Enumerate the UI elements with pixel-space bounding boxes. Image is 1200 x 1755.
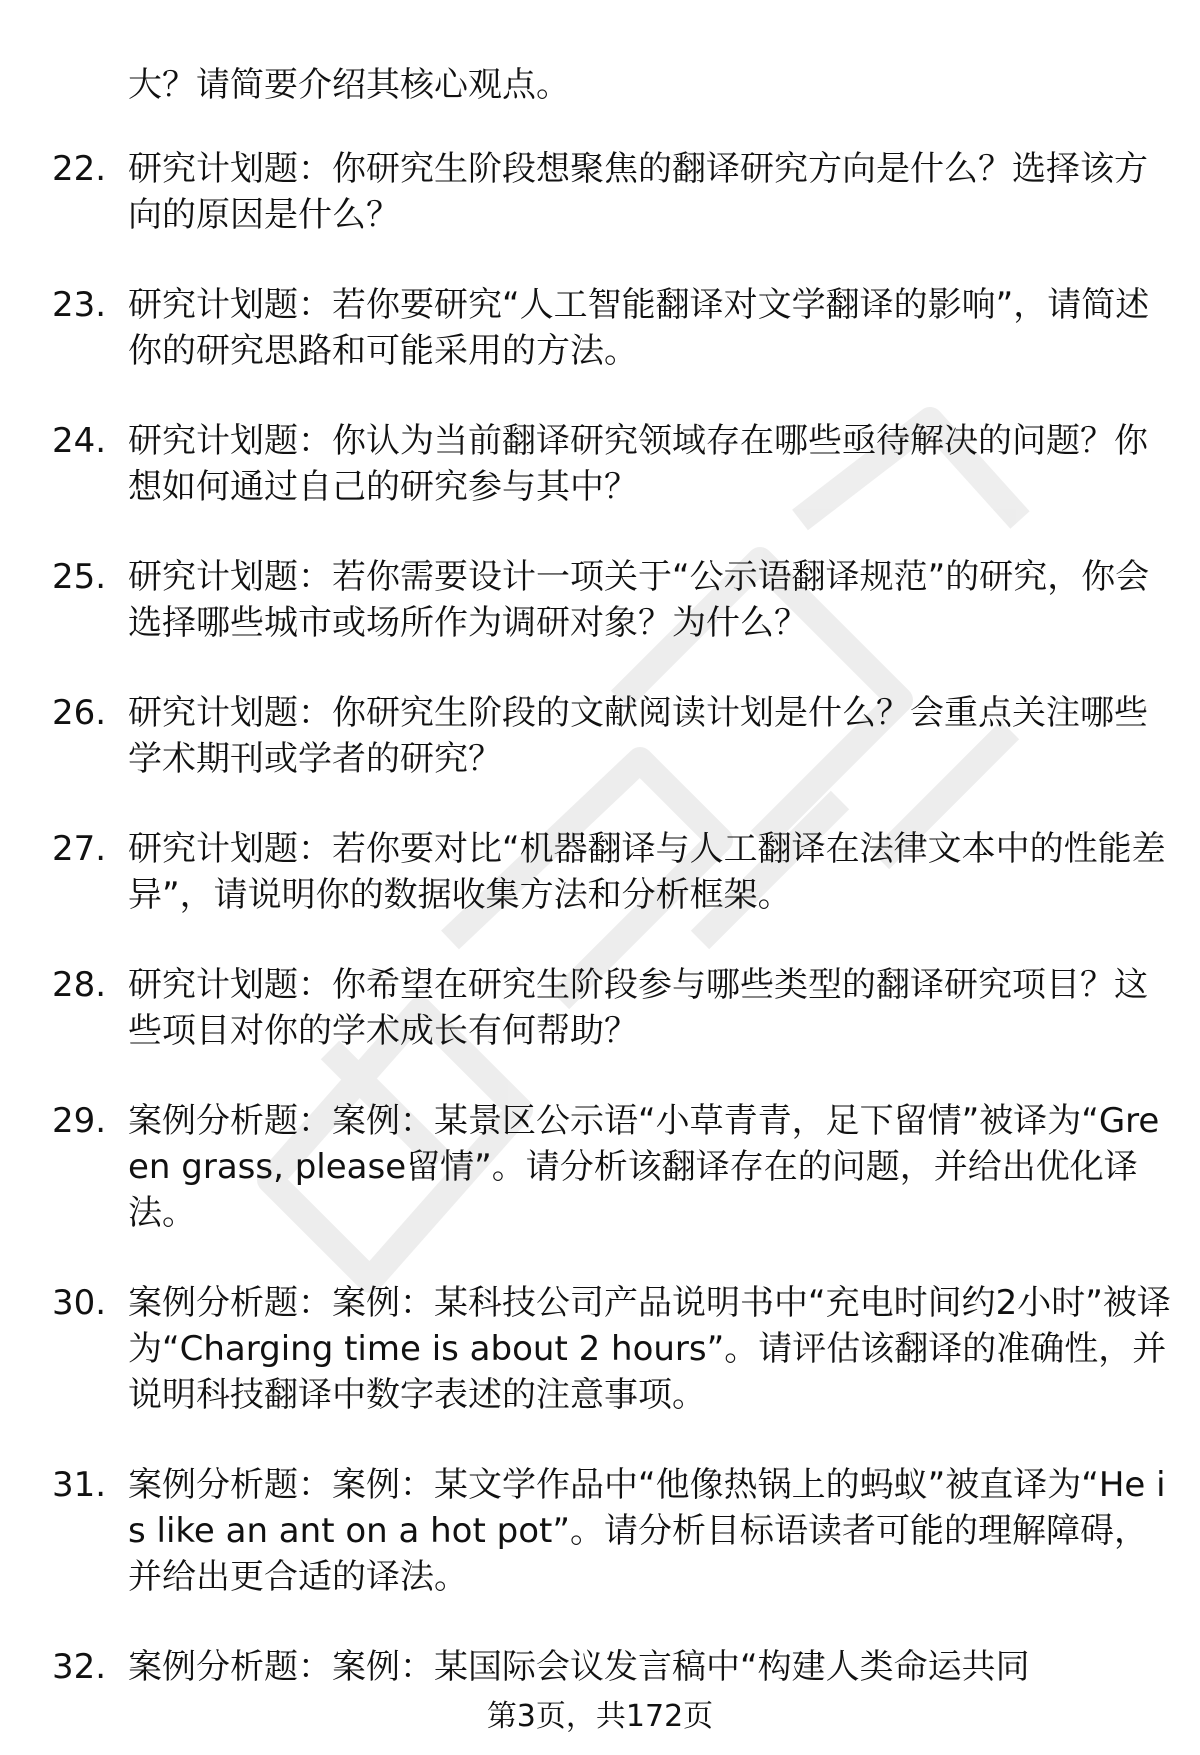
question-text: 案例分析题：案例：某国际会议发言稿中“构建人类命运共同 xyxy=(128,1647,1030,1687)
question-item xyxy=(52,690,1172,782)
continued-question-text: 大？请简要介绍其核心观点。 xyxy=(128,65,570,105)
question-number: 29. xyxy=(52,1101,107,1141)
question-number: 32. xyxy=(52,1647,107,1687)
question-text: 研究计划题：若你需要设计一项关于“公示语翻译规范”的研究，你会选择哪些城市或场所作为调研对象？为什么？ xyxy=(128,557,1150,643)
question-text: 研究计划题：你研究生阶段想聚焦的翻译研究方向是什么？选择该方向的原因是什么？ xyxy=(128,149,1148,235)
question-item xyxy=(52,554,1172,646)
question-item xyxy=(52,282,1172,374)
question-item xyxy=(52,1280,1172,1418)
question-item xyxy=(52,1462,1172,1600)
question-number: 27. xyxy=(52,829,107,869)
question-number: 23. xyxy=(52,285,107,325)
question-text: 研究计划题：你希望在研究生阶段参与哪些类型的翻译研究项目？这些项目对你的学术成长有何帮助？ xyxy=(128,965,1148,1051)
question-list xyxy=(52,146,1172,1734)
question-number: 31. xyxy=(52,1465,107,1505)
question-text: 案例分析题：案例：某科技公司产品说明书中“充电时间约2小时”被译为“Charging time is about 2 hours”。请评估该翻译的准确性，并说明科技翻译中数字表述的注意事项。 xyxy=(128,1283,1171,1415)
question-item xyxy=(52,826,1172,918)
question-text: 研究计划题：若你要研究“人工智能翻译对文学翻译的影响”，请简述你的研究思路和可能采用的方法。 xyxy=(128,285,1150,371)
question-number: 28. xyxy=(52,965,107,1005)
question-number: 22. xyxy=(52,149,107,189)
question-text: 案例分析题：案例：某景区公示语“小草青青，足下留情”被译为“Green grass, please留情”。请分析该翻译存在的问题，并给出优化译法。 xyxy=(128,1101,1160,1233)
question-text: 案例分析题：案例：某文学作品中“他像热锅上的蚂蚁”被直译为“He is like an ant on a hot pot”。请分析目标语读者可能的理解障碍，并给出更合适的译法。 xyxy=(128,1465,1166,1597)
question-number: 30. xyxy=(52,1283,107,1323)
page-footer: 第3页，共172页 xyxy=(486,1699,714,1734)
question-text: 研究计划题：若你要对比“机器翻译与人工翻译在法律文本中的性能差异”，请说明你的数据收集方法和分析框架。 xyxy=(128,829,1166,915)
question-text: 研究计划题：你研究生阶段的文献阅读计划是什么？会重点关注哪些学术期刊或学者的研究？ xyxy=(128,693,1148,779)
question-item xyxy=(52,418,1172,510)
question-item xyxy=(52,1644,1172,1690)
question-number: 26. xyxy=(52,693,107,733)
question-item xyxy=(52,962,1172,1054)
question-item xyxy=(52,1098,1172,1236)
question-number: 24. xyxy=(52,421,107,461)
question-number: 25. xyxy=(52,557,107,597)
question-text: 研究计划题：你认为当前翻译研究领域存在哪些亟待解决的问题？你想如何通过自己的研究参与其中？ xyxy=(128,421,1148,507)
question-item xyxy=(52,146,1172,238)
